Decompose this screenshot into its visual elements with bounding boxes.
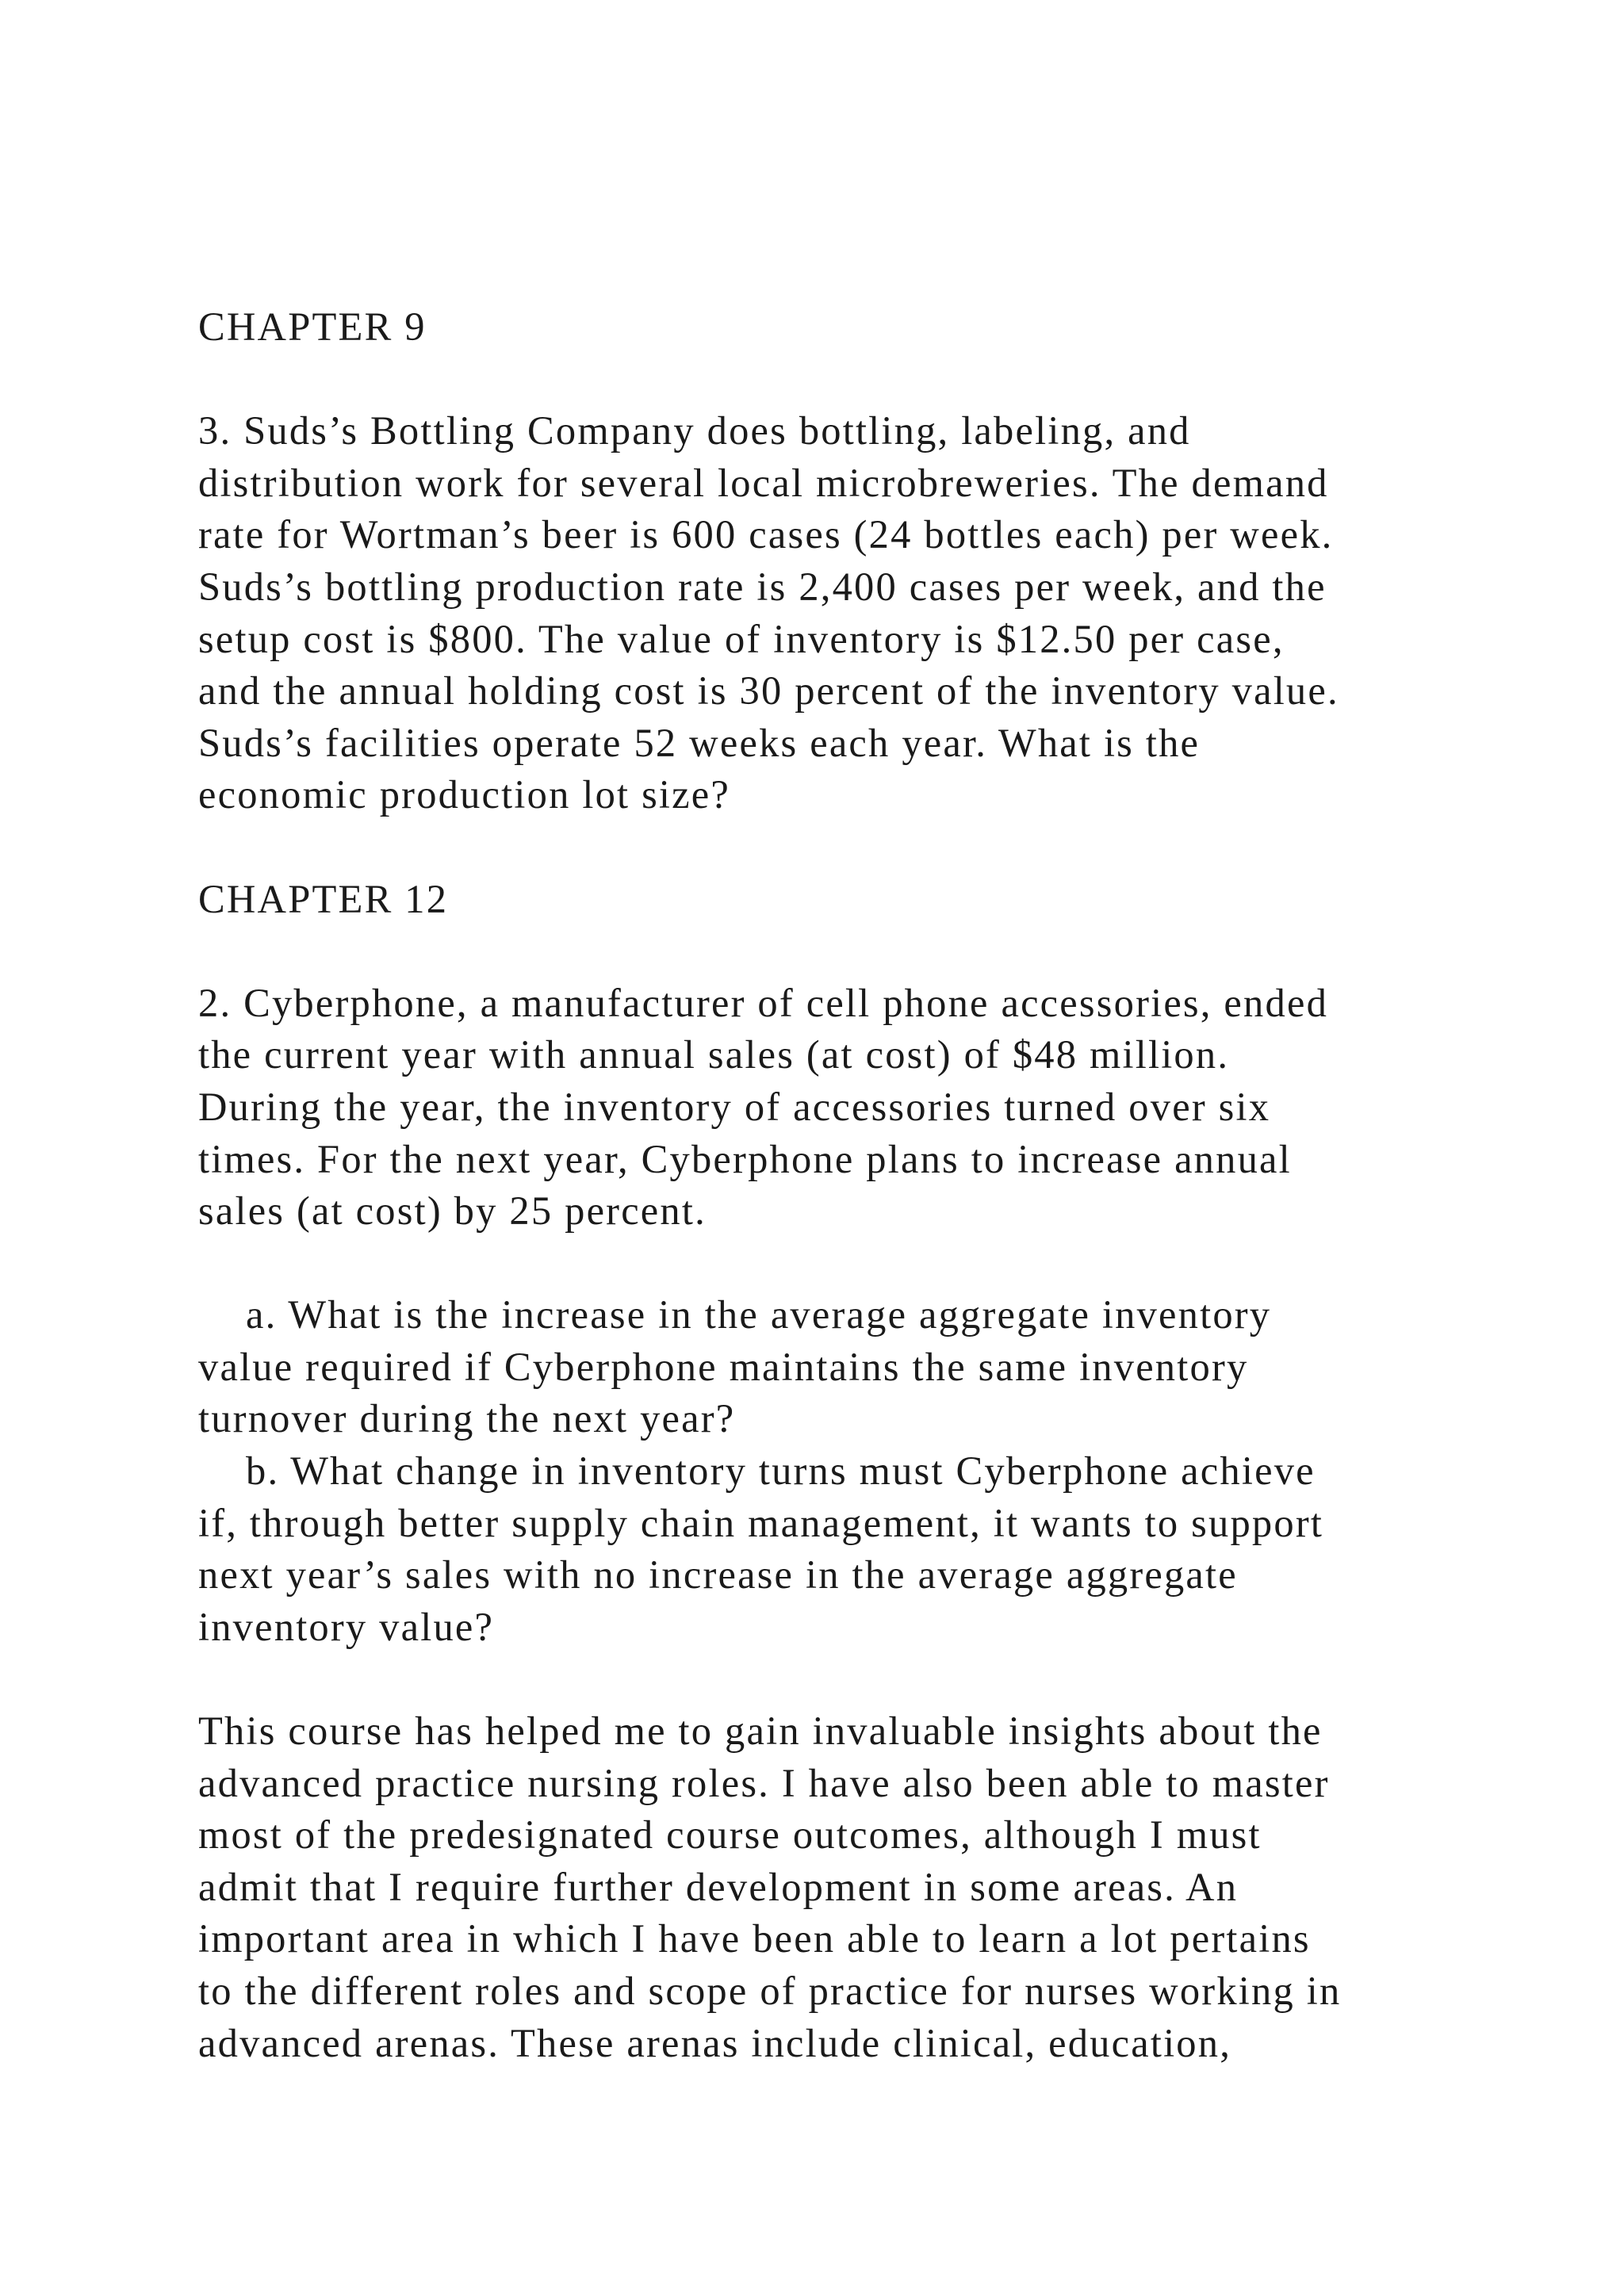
sub-question-a: a. What is the increase in the average aggregate inventory [246, 1292, 1272, 1337]
paragraph-line: turnover during the next year? [198, 1396, 736, 1441]
spacer [198, 354, 1499, 406]
sub-question-b: b. What change in inventory turns must Cyberphone achieve [246, 1448, 1316, 1494]
paragraph-line: sales (at cost) by 25 percent. [198, 1188, 707, 1234]
paragraph-line: advanced practice nursing roles. I have also been able to master [198, 1760, 1330, 1805]
paragraph-line: most of the predesignated course outcomes, although I must [198, 1812, 1262, 1858]
paragraph-line: setup cost is $800. The value of inventory is $12.50 per case, [198, 616, 1285, 661]
paragraph-line: This course has helped me to gain invaluable insights about the [198, 1709, 1323, 1754]
spacer [198, 821, 1499, 874]
problem-paragraph [198, 978, 1499, 1238]
chapter-heading: CHAPTER 9 [198, 304, 427, 349]
paragraph-line: important area in which I have been able to learn a lot pertains [198, 1916, 1311, 1961]
chapter-heading: CHAPTER 12 [198, 876, 449, 921]
paragraph-line: to the different roles and scope of practice for nurses working in [198, 1969, 1342, 2013]
sub-questions [198, 1289, 1499, 1653]
paragraph-line: and the annual holding cost is 30 percent of the inventory value. [198, 668, 1339, 714]
paragraph-line: Suds’s facilities operate 52 weeks each year. What is the [198, 720, 1201, 765]
paragraph-line: advanced arenas. These arenas include clinical, education, [198, 2020, 1232, 2065]
paragraph-line: next year’s sales with no increase in the average aggregate [198, 1552, 1238, 1598]
paragraph-line: rate for Wortman’s beer is 600 cases (24 bottles each) per week. [198, 512, 1334, 557]
paragraph-line: distribution work for several local microbreweries. The demand [198, 460, 1329, 505]
paragraph-line: Suds’s bottling production rate is 2,400 cases per week, and the [198, 564, 1327, 609]
paragraph-line: 2. Cyberphone, a manufacturer of cell phone accessories, ended [198, 980, 1329, 1025]
paragraph-line: admit that I require further development in some areas. An [198, 1864, 1239, 1909]
spacer [198, 925, 1499, 978]
paragraph-line: inventory value? [198, 1604, 495, 1649]
paragraph-line: During the year, the inventory of accessories turned over six [198, 1084, 1271, 1129]
spacer [198, 1238, 1499, 1290]
paragraph-line: times. For the next year, Cyberphone plans to increase annual [198, 1136, 1292, 1181]
paragraph-line: economic production lot size? [198, 772, 731, 817]
paragraph-line: value required if Cyberphone maintains the same inventory [198, 1344, 1249, 1389]
paragraph-line: the current year with annual sales (at cost) of $48 million. [198, 1032, 1230, 1077]
essay-paragraph [198, 1705, 1499, 2069]
paragraph-line: 3. Suds’s Bottling Company does bottling, labeling, and [198, 408, 1191, 453]
problem-paragraph [198, 405, 1499, 821]
document-body [198, 301, 1499, 2069]
paragraph-line: if, through better supply chain management, it wants to support [198, 1500, 1324, 1545]
spacer [198, 1653, 1499, 1705]
